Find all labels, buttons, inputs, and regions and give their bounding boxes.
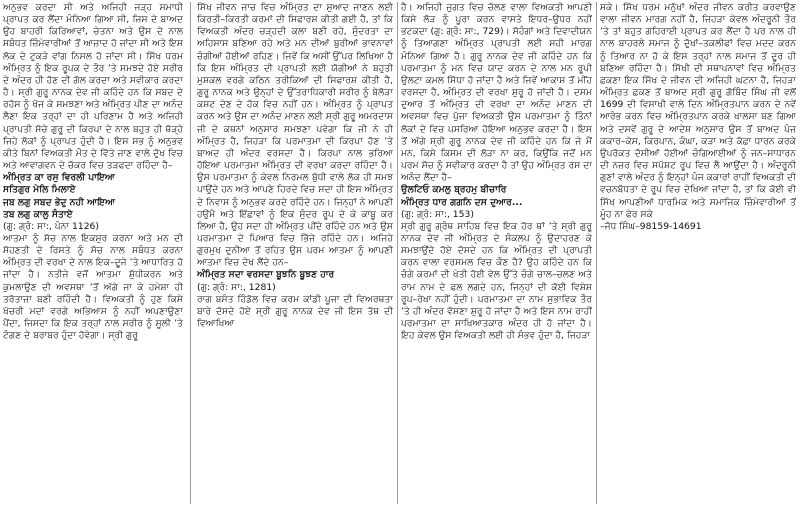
column-4	[600, 2, 796, 504]
paragraph: ਸ੍ਰੀ ਗੁਰੂ ਗ੍ਰੰਥ ਸਾਹਿਬ ਵਿਚ ਇਕ ਹੋਰ ਥਾਂ ’ਤੇ ਸ੍ਰੀ ਗੁਰੂ ਨਾਨਕ ਦੇਵ ਜੀ ਅੰਮ੍ਰਿਤ ਦੇ ਸੰਕਲਪ ਨੂੰ ਉਦਾਹਰਣ ਕੇ ਸਮਝਾਉਂਦੇ ਹੋਏ ਦੱਸਦੇ ਹਨ ਕਿ ਅੰਮ੍ਰਿਤ ਦੀ ਪ੍ਰਾਪਤੀ ਕਰਨ ਵਾਲਾ ਵਰਸਮਲ ਵਿਚ ਕੌਣ ਹੈ? ਉਹ ਕਹਿੰਦੇ ਹਨ ਕਿ ਚੰਗੇ ਕਰਮਾਂ ਦੀ ਖੇਤੀ ਹੋਈ ਵੇਲ ਉੱਤੇ ਚੰਗੇ ਚਾਲ–ਚਲਣ ਅਤੇ ਰਾਮ ਨਾਮ ਦੇ ਫਲ ਲਗਦੇ ਹਨ, ਜਿਨ੍ਹਾਂ ਦੀ ਕੋਈ ਵਿਸ਼ੇਸ਼ ਰੂਪ–ਰੇਖਾ ਨਹੀਂ ਹੁੰਦੀ। ਪਰਮਾਤਮਾ ਦਾ ਨਾਮ ਸੁਭਾਵਿਕ ਤੌਰ ’ਤੇ ਹੀ ਅੰਦਰ ਵੱਸਣਾ ਸ਼ੁਰੂ ਹੋ ਜਾਂਦਾ ਹੈ ਅਤੇ ਇਸ ਨਾਮ ਰਾਹੀਂ ਪਰਮਾਤਮਾ ਦਾ ਸਾਖਿਆਤਕਾਰ ਅੰਦਰ ਹੀ ਹੋ ਜਾਂਦਾ ਹੈ। ਇਹ ਕੇਵਲ ਉਸ ਵਿਅਕਤੀ ਲਈ ਹੀ ਸੰਭਵ ਹੁੰਦਾ ਹੈ, ਜਿਹੜਾ	[401, 220, 592, 342]
column-divider	[190, 2, 191, 504]
paragraph: ਰਾਗ ਬਸੰਤ ਹਿੰਡੋਲ ਵਿਚ ਕਰਮ ਕਾਂਡੀ ਪੂਜਾ ਦੀ ਵਿਅਰਥਤਾ ਬਾਰੇ ਦੱਸਦੇ ਹੋਏ ਸ੍ਰੀ ਗੁਰੂ ਨਾਨਕ ਦੇਵ ਜੀ ਇਸ ਤੱਥ ਦੀ ਵਿਆਖਿਆ	[197, 293, 393, 330]
paragraph: ਆਤਮਾ ਨੂੰ ਸੱਚ ਨਾਲ ਇਕਸੁਰ ਕਰਨਾ ਅਤੇ ਮਨ ਦੀ ਸੋਹਣਤੀ ਦੇ ਰਿਸਤੇ ਨੂੰ ਸੱਚ ਨਾਲ ਸਬੰਧਤ ਕਰਨਾ ਅੰਮ੍ਰਿਤ ਦੀ ਵਰਖਾ ਦੇ ਨਾਲ ਇਕ–ਦੂਜੇ ’ਤੇ ਆਧਾਰਿਤ ਹੋ ਜਾਂਦਾ ਹੈ। ਨਤੀਜੇ ਵਜੋਂ ਆਤਮਾ ਸ਼ੁੱਧੀਕਰਨ ਅਤੇ ਕੁਮਲਾਉਣ ਦੀ ਅਵਸਥਾ ’ਤੋਂ ਅੱਗੇ ਜਾ ਕੇ ਹਮੇਸ਼ਾ ਹੀ ਤਰੋਤਾਜ਼ਾ ਬਣੀ ਰਹਿੰਦੀ ਹੈ। ਵਿਅਕਤੀ ਨੂੰ ਹੁਣ ਕਿਸੇ ਖੱਚਰੀ ਮਦਾਂ ਵਰਗੇ ਅਭਿਆਸ ਨੂੰ ਨਹੀਂ ਅਪਣਾਉਣਾ ਪੈਂਦਾ, ਜਿਸਦਾ ਕਿ ਇਕ ਤਰ੍ਹਾਂ ਨਾਲ ਸਰੀਰ ਨੂੰ ਸੂਲੀ ’ਤੇ ਟੰਗਣ ਦੇ ਬਰਾਬਰ ਹੁੰਦਾ ਹੋਵੇਗਾ। ਸ੍ਰੀ ਗੁਰੂ	[3, 232, 183, 342]
verse-line: ਤਬ ਲਗੁ ਕਾਲੁ ਸੰਤਾਏ	[3, 208, 73, 220]
column-2	[197, 2, 393, 504]
paragraph: ਸਿੱਖ ਜੀਵਨ ਜਾਚ ਵਿਚ ਅੰਮ੍ਰਿਤ ਦਾ ਸੁਆਦ ਜਾਣਨ ਲਈ ਕਿਰਤੀ–ਕਿਰਤੀ ਕਰਮਾਂ ਦੀ ਸਿਫਾਰਸ਼ ਕੀਤੀ ਗਈ ਹੈ, ਤਾਂ ਕਿ ਵਿਅਕਤੀ ਅੰਦਰ ਚੜ੍ਹਦੀ ਕਲਾ ਬਣੀ ਰਹੇ, ਸੁੰਦਰਤਾ ਦਾ ਅਹਿਸਾਸ ਬਣਿਆ ਰਹੇ ਅਤੇ ਮਨ ਦੀਆਂ ਬੁਰੀਆਂ ਭਾਵਨਾਵਾਂ ਚੰਗੀਆਂ ਹੋਈਆਂ ਰਹਿਣ। ਜਿਵੇਂ ਕਿ ਅਸੀਂ ਉੱਪਰ ਲਿਖਿਆ ਹੈ ਕਿ ਇਸ ਅੰਮ੍ਰਿਤ ਦੀ ਪ੍ਰਾਪਤੀ ਲਈ ਯੋਗੀਆਂ ਨੇ ਬਹੁਤੀ ਮੁਸ਼ਕਲ ਵਰਗੇ ਕਠਿਨ ਤਰੀਕਿਆਂ ਦੀ ਸਿਫਾਰਸ਼ ਕੀਤੀ ਹੈ, ਗੁਰੂ ਨਾਨਕ ਅਤੇ ਉਨ੍ਹਾਂ ਦੇ ਉੱਤਰਾਧਿਕਾਰੀ ਸਰੀਰ ਨੂੰ ਬੇਲੋੜਾ ਕਸ਼ਟ ਦੇਣ ਦੇ ਹੱਕ ਵਿਚ ਨਹੀਂ ਹਨ। ਅੰਮ੍ਰਿਤ ਨੂੰ ਪ੍ਰਾਪਤ ਕਰਨ ਅਤੇ ਉਸ ਦਾ ਅਨੰਦ ਮਾਣਨ ਲਈ ਸ੍ਰੀ ਗੁਰੂ ਅਮਰਦਾਸ ਜੀ ਦੇ ਕਥਨਾਂ ਅਨੁਸਾਰ ਸਮਝਣਾ ਪਵੇਗਾ ਕਿ ਜੀ ਨੇ ਹੀ ਅੰਮ੍ਰਿਤ ਹੈ, ਜਿਹੜਾ ਕਿ ਪਰਮਾਤਮਾ ਦੀ ਕਿਰਪਾ ਹੋਣ ’ਤੇ ਬਾਅਦ ਹੀ ਅੰਦਰ ਵਰਸਦਾ ਹੈ। ਕਿਰਪਾ ਨਾਲ ਭਰਿਆ ਹੋਇਆ ਪਰਮਾਤਮਾ ਅੰਮ੍ਰਿਤ ਦੀ ਵਰਖਾ ਕਰਦਾ ਰਹਿੰਦਾ ਹੈ। ਉਸ ਪਰਮਾਤਮਾ ਨੂੰ ਕੇਵਲ ਨਿਰਮਲ ਬੁੱਧੀ ਵਾਲੇ ਲੋਕ ਹੀ ਸਮਝ ਪਾਉਂਦੇ ਹਨ ਅਤੇ ਆਪਣੇ ਹਿਰਦੇ ਵਿਚ ਸਦਾ ਹੀ ਇਸ ਅੰਮ੍ਰਿਤ ਦੇ ਨਿਵਾਸ ਨੂੰ ਅਨੁਭਵ ਕਰਦੇ ਰਹਿੰਦੇ ਹਨ। ਜਿਨ੍ਹਾਂ ਨੇ ਆਪਣੀ ਹਉਮੈ ਅਤੇ ਇੱਛਾਵਾਂ ਨੂੰ ਇਕ ਸੁੰਦਰ ਰੂਪ ਦੇ ਕੇ ਕਾਬੂ ਕਰ ਲਿਆ ਹੈ, ਉਹ ਸਦਾ ਹੀ ਅੰਮ੍ਰਿਤ ਪੀਂਦੇ ਰਹਿੰਦੇ ਹਨ ਅਤੇ ਉਸ ਪਰਮਾਤਮਾ ਦੇ ਪਿਆਰ ਵਿਚ ਭਿੱਜੇ ਰਹਿੰਦੇ ਹਨ। ਅਜਿਹੇ ਗੁਰਮੁਖ ਦੁਨੀਆ ਤੋਂ ਰਹਿਤ ਉਸ ਪਰਮ ਆਤਮਾ ਨੂੰ ਆਪਣੀ ਆਤਮਾ ਵਿਚ ਦੇਖ ਲੈਂਦੇ ਹਨ–	[197, 2, 393, 269]
verse-line: ਸਤਿਗੁਰ ਮੇਲਿ ਮਿਲਾਏ	[3, 184, 76, 196]
verse-line: ਉਲਟਿਓ ਕਮਲੁ ਬ੍ਰਹਮੁ ਬੀਚਾਰਿ	[401, 184, 507, 196]
verse-line: ਜਬ ਲਗੁ ਸਬਦ ਭੇਦੁ ਨਹੀ ਆਇਆ	[3, 196, 116, 208]
verse-line: ਅੰਮ੍ਰਿਤ ਧਾਰ ਗਗਨਿ ਦਸ ਦੁਆਰ...	[401, 196, 523, 208]
column-3	[401, 2, 592, 504]
author-signature: –ਜੋਧ ਸਿੰਘ–98159-14691	[600, 220, 702, 232]
paragraph: ਸਕੇ। ਸਿੱਖ ਧਰਮ ਮਨੁੱਖਾਂ ਅੰਦਰ ਜੀਵਨ ਕਰੀਤ ਕਰਵਾਉਣ ਵਾਲਾ ਜੀਵਨ ਮਾਰਗ ਨਹੀਂ ਹੈ, ਜਿਹੜਾ ਕੇਵਲ ਅੰਦਰੂਨੀ ਤੌਰ ’ਤੇ ਤਾਂ ਬਹੁਤ ਗਹਿਰਾਈ ਪ੍ਰਾਪਤ ਕਰ ਲੈਂਦਾ ਹੈ ਪਰ ਨਾਲ ਹੀ ਨਾਲ ਬਾਹਰਲੇ ਸਮਾਜ ਨੂੰ ਦੁੱਖਾਂ–ਤਕਲੀਫਾਂ ਵਿਚ ਮਦਦ ਕਰਨ ਨੂੰ ਤਿਆਰ ਨਾ ਹੋ ਕੇ ਇਸ ਤਰ੍ਹਾਂ ਨਾਲ ਸਮਾਜ ਤੋਂ ਦੂਰ ਹੀ ਬਣਿਆ ਰਹਿੰਦਾ ਹੈ। ਸਿੱਖੀ ਦੀ ਸਥਾਪਨਾਵਾਂ ਵਿਚ ਅੰਮ੍ਰਿਤ ਛਕਣਾ ਇਕ ਸਿੱਖ ਦੇ ਜੀਵਨ ਦੀ ਅਜਿਹੀ ਘਟਨਾ ਹੈ, ਜਿਹੜਾ ਅੰਮ੍ਰਿਤ ਛਕਣ ਤੋਂ ਬਾਅਦ ਸ੍ਰੀ ਗੁਰੂ ਗੋਬਿੰਦ ਸਿੰਘ ਜੀ ਵਲੋਂ 1699 ਦੀ ਵਿਸਾਖੀ ਵਾਲੇ ਦਿਨ ਅੰਮ੍ਰਿਤਪਾਨ ਕਰਨ ਦੇ ਨਵੇਂ ਆਰੰਭ ਕਰਨ ਵਿਚ ਅੰਮ੍ਰਿਤਪਾਨ ਕਰਕੇ ਖਾਲਸਾ ਬਣ ਗਿਆ ਅਤੇ ਦਸਵੇਂ ਗੁਰੂ ਦੇ ਆਦੇਸ਼ ਅਨੁਸਾਰ ਉਸ ਤੋਂ ਬਾਅਦ ਪੰਜ ਕਕਾਰ–ਕੇਸ, ਕਿਰਪਾਨ, ਕੰਘਾ, ਕੜਾ ਅਤੇ ਕੱਛਾ ਧਾਰਨ ਕਰਕੇ ਉਪਰੋਕਤ ਦੱਸੀਆਂ ਹੋਈਆਂ ਚੰਗਿਆਈਆਂ ਨੂੰ ਜਨ–ਸਾਧਾਰਨ ਦੀ ਨਜ਼ਰ ਵਿਚ ਸਪੱਸ਼ਟ ਰੂਪ ਵਿਚ ਲੈ ਆਉਂਦਾ ਹੈ। ਅੰਦਰੂਨੀ ਗੁਣਾਂ ਵਾਲੇ ਅੰਦਰ ਨੂੰ ਇਨ੍ਹਾਂ ਪੰਜ ਕਕਾਰਾਂ ਰਾਹੀਂ ਵਿਅਕਤੀ ਦੀ ਵਚਨਬੱਧਤਾ ਦੇ ਰੂਪ ਵਿਚ ਦੇਖਿਆ ਜਾਂਦਾ ਹੈ, ਤਾਂ ਕਿ ਕੋਈ ਵੀ ਸਿੱਖ ਆਪਣੀਆਂ ਧਾਰਮਿਕ ਅਤੇ ਸਮਾਜਿਕ ਜ਼ਿੰਮੇਵਾਰੀਆਂ ਤੋਂ ਮੂੰਹ ਨਾ ਫੇਰ ਸਕੇ	[600, 2, 796, 220]
scripture-reference: (ਗੁ: ਗ੍ਰੰ: ਸਾ:, ਪੰਨਾ 1126)	[3, 220, 99, 232]
column-divider	[397, 2, 398, 504]
paragraph: ਅਨੁਭਵ ਕਰਦਾ ਸੀ ਅਤੇ ਅਜਿਹੀ ਜੜ੍ਹ ਸਮਾਧੀ ਪ੍ਰਾਪਤ ਕਰ ਲੈਂਦਾ ਮੰਨਿਆ ਗਿਆ ਸੀ, ਜਿਸ ਦੇ ਬਾਅਦ ਉਹ ਬਾਹਰੀ ਕਿਰਿਆਵਾਂ, ਚੇਤਨਾ ਅਤੇ ਉਸ ਦੇ ਨਾਲ ਸਬੰਧਤ ਜ਼ਿੰਮੇਵਾਰੀਆਂ ਤੋਂ ਆਜ਼ਾਦ ਹੋ ਜਾਂਦਾ ਸੀ ਅਤੇ ਇਸ ਲੋਕ ਦੇ ਟੁਕੜੇ ਵਾਂਗ ਨਿਸਲ ਹੋ ਜਾਂਦਾ ਸੀ। ਸਿੱਖ ਧਰਮ ਅੰਮ੍ਰਿਤ ਨੂੰ ਇਕ ਰੂਪਕ ਦੇ ਤੌਰ ’ਤੇ ਸਮਝਦੇ ਹੋਏ ਸਰੀਰ ਦੇ ਅੰਦਰ ਹੀ ਹੋਣ ਦੀ ਗੱਲ ਕਰਦਾ ਅਤੇ ਸਵੀਕਾਰ ਕਰਦਾ ਹੈ। ਸ੍ਰੀ ਗੁਰੂ ਨਾਨਕ ਦੇਵ ਜੀ ਕਹਿੰਦੇ ਹਨ ਕਿ ਸਬਦ ਦੇ ਰਹੱਸ ਨੂੰ ਖੋਜ ਕੇ ਸਮਝਣਾ ਅਤੇ ਅੰਮ੍ਰਿਤ ਪੀਣ ਦਾ ਅਨੰਦ ਲੈਣਾ ਇਕ ਤਰ੍ਹਾਂ ਦਾ ਹੀ ਪਰਿਣਾਮ ਹੈ ਅਤੇ ਅਜਿਹੀ ਪ੍ਰਾਪਤੀ ਸੱਚੇ ਗੁਰੂ ਦੀ ਕਿਰਪਾ ਦੇ ਨਾਲ ਬਹੁਤ ਹੀ ਥੋੜ੍ਹੇ ਜਿਹੇ ਲੋਕਾਂ ਨੂੰ ਪ੍ਰਾਪਤ ਹੁੰਦੀ ਹੈ। ਇਸ ਸਭ ਨੂੰ ਅਨੁਭਵ ਕੀਤੇ ਬਿਨਾਂ ਵਿਅਕਤੀ ਮੌਤ ਦੇ ਵਿੱਤੇ ਜਾਣ ਵਾਲੇ ਦੁੱਖ ਵਿਚ ਅਤੇ ਆਵਾਗਵਨ ਦੇ ਚੱਕਰ ਵਿਚ ਤੜਫਦਾ ਰਹਿੰਦਾ ਹੈ–	[3, 2, 183, 172]
verse-line: ਅੰਮ੍ਰਿਤ ਸਦਾ ਵਰਸਦਾ ਬੂਝਨਿ ਬੂਝਣ ਹਾਰ	[197, 269, 335, 281]
scripture-reference: (ਗੁ: ਗ੍ਰੰ: ਸਾ:, 153)	[401, 208, 474, 220]
paragraph: ਹੈ। ਅਜਿਹੀ ਜੁਗਤ ਵਿਚ ਚੱਲਣ ਵਾਲਾ ਵਿਅਕਤੀ ਆਪਣੀ ਕਿਸੇ ਲੋੜ ਨੂੰ ਪੂਰਾ ਕਰਨ ਵਾਸਤੇ ਇਧਰ–ਉਧਰ ਨਹੀਂ ਭਟਕਦਾ (ਗੁ: ਗ੍ਰੰ: ਸਾ:, 729)। ਸੋਹੰਗਾਂ ਅਤੇ ਦਿਵਾਦੀਯਨ ਨੂੰ ਤਿਆਗਣਾ ਅੰਮ੍ਰਿਤ ਪ੍ਰਾਪਤੀ ਲਈ ਸਹੀ ਮਾਰਗ ਮੰਨਿਆ ਗਿਆ ਹੈ। ਗੁਰੂ ਨਾਨਕ ਦੇਵ ਜੀ ਕਹਿੰਦੇ ਹਨ ਕਿ ਪਰਮਾਤਮਾ ਨੂੰ ਮਨ ਵਿਚ ਯਾਦ ਕਰਨ ਦੇ ਨਾਲ ਮਨ ਰੂਪੀ ਉਲਟਾ ਕਮਲ ਸਿੱਧਾ ਹੋ ਜਾਂਦਾ ਹੈ ਅਤੇ ਜਿਵੇਂ ਆਕਾਸ਼ ਤੋਂ ਮੀਂਹ ਵਰਸਦਾ ਹੈ, ਅੰਮ੍ਰਿਤ ਦੀ ਵਰਖਾ ਸ਼ੁਰੂ ਹੋ ਜਾਂਦੀ ਹੈ। ਦਸਮ ਦੁਆਰ ਤੋਂ ਅੰਮ੍ਰਿਤ ਦੀ ਵਰਖਾ ਦਾ ਅਨੰਦ ਮਾਣਨ ਦੀ ਅਵਸਥਾ ਵਿਚ ਪੁੱਜਾ ਵਿਅਕਤੀ ਉਸ ਪਰਮਾਤਮਾ ਨੂੰ ਤਿੰਨਾਂ ਲੋਕਾਂ ਦੇ ਵਿਚ ਪਸਰਿਆ ਹੋਇਆ ਅਨੁਭਵ ਕਰਦਾ ਹੈ। ਇਸ ਤੋਂ ਅੱਗੇ ਸ੍ਰੀ ਗੁਰੂ ਨਾਨਕ ਦੇਵ ਜੀ ਕਹਿੰਦੇ ਹਨ ਕਿ ਜੇ ਮੈਂ ਮਨ, ਕਿਸੇ ਕਿਸਮ ਦੀ ਲੋੜਾ ਨਾ ਕਰ, ਕਿਉਂਕਿ ਜਦੋਂ ਮਨ ਪਰਮ ਸੱਚ ਨੂੰ ਸਵੀਕਾਰ ਕਰਦਾ ਹੈ ਤਾਂ ਉਹ ਅੰਮ੍ਰਿਤ ਰਸ ਦਾ ਅਨੰਦ ਲੈਂਦਾ ਹੈ–	[401, 2, 592, 184]
column-divider	[596, 2, 597, 504]
verse-line: ਅੰਮ੍ਰਿਤ ਕਾ ਰਸੁ ਵਿਰਲੀ ਪਾਇਆ	[3, 172, 115, 184]
scripture-reference: (ਗੁ: ਗ੍ਰੰ: ਸਾ:, 1281)	[197, 281, 276, 293]
column-1	[3, 2, 183, 504]
